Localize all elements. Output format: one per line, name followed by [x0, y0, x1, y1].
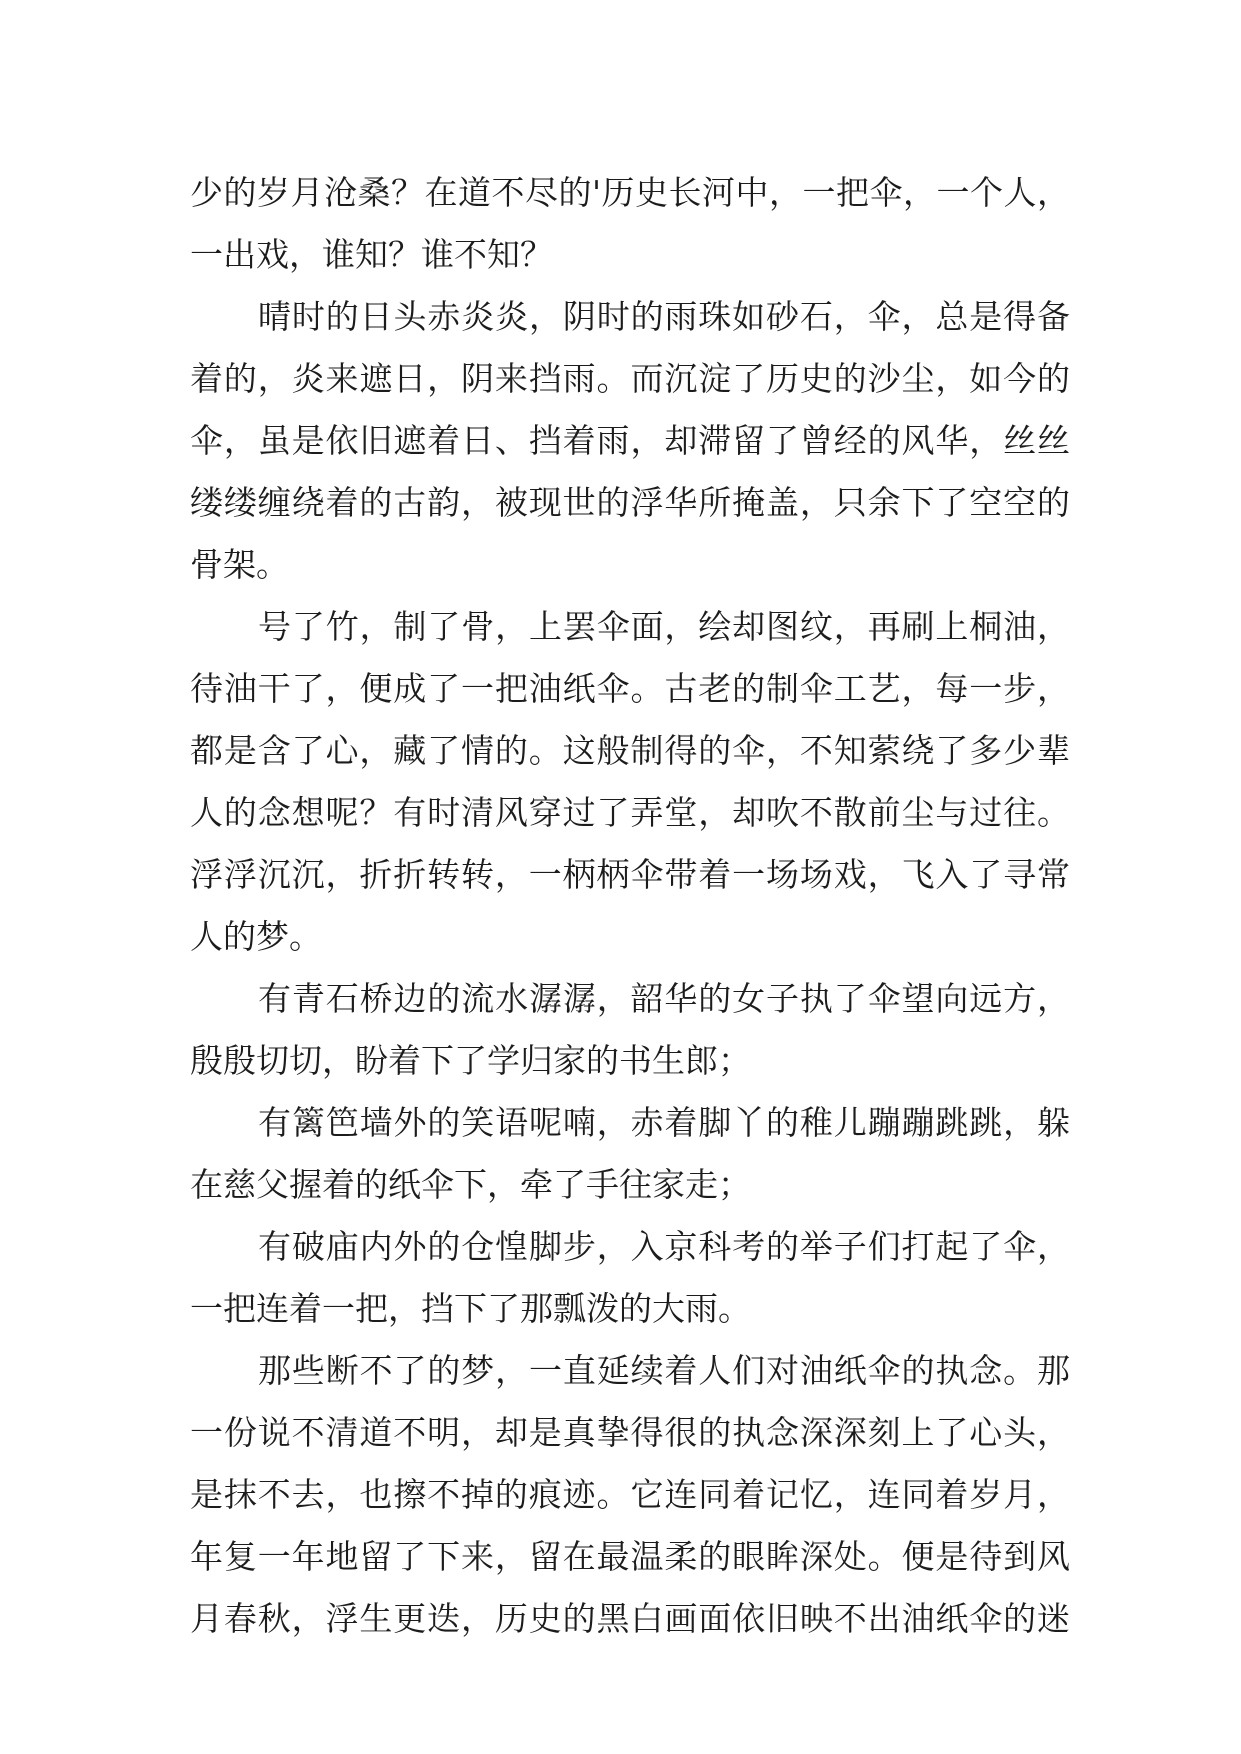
text-line: 那些断不了的梦，一直延续着人们对油纸伞的执念。那: [258, 1351, 1070, 1390]
text-line: 一把连着一把，挡下了那瓢泼的大雨。: [190, 1289, 751, 1328]
text-line: 有破庙内外的仓惶脚步，入京科考的举子们打起了伞，: [258, 1227, 1070, 1266]
text-line: 着的，炎来遮日，阴来挡雨。而沉淀了历史的沙尘，如今的: [190, 359, 1070, 398]
text-line: 人的念想呢？有时清风穿过了弄堂，却吹不散前尘与过往。: [190, 793, 1070, 832]
text-line: 人的梦。: [190, 917, 322, 956]
text-line: 浮浮沉沉，折折转转，一柄柄伞带着一场场戏，飞入了寻常: [190, 855, 1070, 894]
text-line: 年复一年地留了下来，留在最温柔的眼眸深处。便是待到风: [190, 1537, 1070, 1576]
text-line: 在慈父握着的纸伞下，牵了手往家走；: [190, 1165, 751, 1204]
text-line: 有青石桥边的流水潺潺，韶华的女子执了伞望向远方，: [258, 979, 1070, 1018]
text-line: 缕缕缠绕着的古韵，被现世的浮华所掩盖，只余下了空空的: [190, 483, 1070, 522]
text-line: 都是含了心，藏了情的。这般制得的伞，不知萦绕了多少辈: [190, 731, 1070, 770]
text-line: 殷殷切切，盼着下了学归家的书生郎；: [190, 1041, 751, 1080]
text-line: 号了竹，制了骨，上罢伞面，绘却图纹，再刷上桐油，: [258, 607, 1070, 646]
text-line: 是抹不去，也擦不掉的痕迹。它连同着记忆，连同着岁月，: [190, 1475, 1070, 1514]
text-line: 骨架。: [190, 545, 289, 584]
text-line: 待油干了，便成了一把油纸伞。古老的制伞工艺，每一步，: [190, 669, 1070, 708]
text-line: 伞，虽是依旧遮着日、挡着雨，却滞留了曾经的风华，丝丝: [190, 421, 1070, 460]
text-line: 有篱笆墙外的笑语呢喃，赤着脚丫的稚儿蹦蹦跳跳，躲: [258, 1103, 1070, 1142]
text-line: 晴时的日头赤炎炎，阴时的雨珠如砂石，伞，总是得备: [258, 297, 1070, 336]
text-line: 月春秋，浮生更迭，历史的黑白画面依旧映不出油纸伞的迷: [190, 1599, 1070, 1638]
text-line: 一份说不清道不明，却是真挚得很的执念深深刻上了心头，: [190, 1413, 1070, 1452]
text-line: 少的岁月沧桑？在道不尽的'历史长河中，一把伞，一个人，: [190, 173, 1070, 212]
text-line: 一出戏，谁知？谁不知？: [190, 235, 553, 274]
body-text: [190, 162, 1070, 1650]
